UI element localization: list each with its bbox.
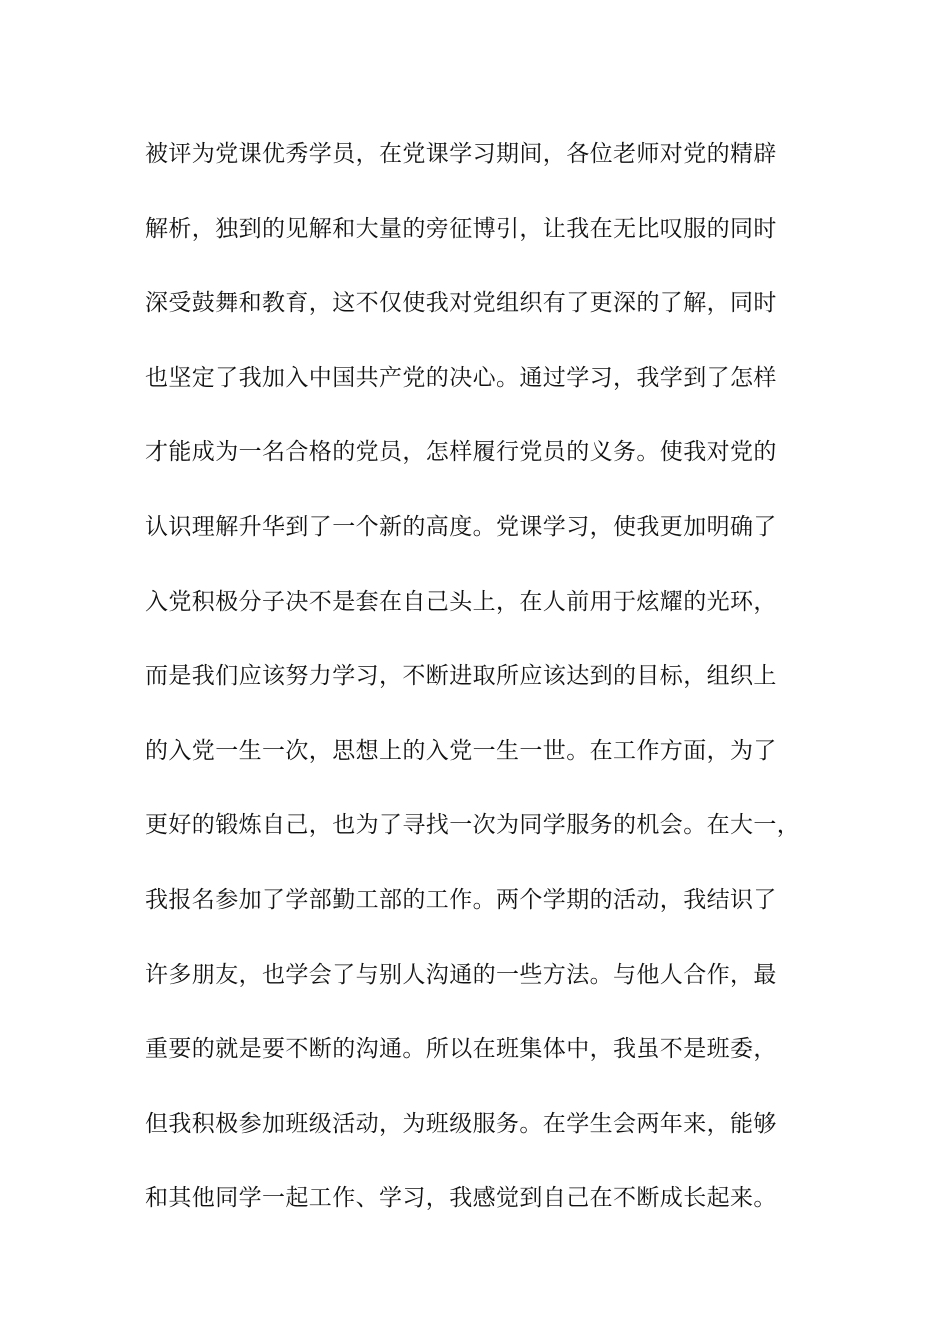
text-line-14: 但我积极参加班级活动，为班级服务。在学生会两年来，能够 (145, 1110, 777, 1137)
text-line-5: 才能成为一名合格的党员，怎样履行党员的义务。使我对党的 (145, 439, 777, 466)
text-line-8: 而是我们应该努力学习，不断进取所应该达到的目标，组织上 (145, 663, 777, 690)
text-line-15: 和其他同学一起工作、学习，我感觉到自己在不断成长起来。 (145, 1185, 777, 1212)
text-line-1: 被评为党课优秀学员，在党课学习期间，各位老师对党的精辟 (145, 141, 777, 167)
text-line-13: 重要的就是要不断的沟通。所以在班集体中，我虽不是班委， (145, 1036, 777, 1063)
body-text (145, 133, 845, 1252)
text-line-11: 我报名参加了学部勤工部的工作。两个学期的活动，我结识了 (145, 886, 777, 913)
text-line-12: 许多朋友，也学会了与别人沟通的一些方法。与他人合作，最 (145, 961, 777, 988)
text-line-6: 认识理解升华到了一个新的高度。党课学习，使我更加明确了 (145, 513, 777, 540)
text-line-7: 入党积极分子决不是套在自己头上，在人前用于炫耀的光环， (145, 588, 777, 615)
text-line-3: 深受鼓舞和教育，这不仅使我对党组织有了更深的了解，同时 (145, 290, 777, 317)
text-line-10: 更好的锻炼自己，也为了寻找一次为同学服务的机会。在大一， (145, 812, 801, 839)
text-line-9: 的入党一生一次，思想上的入党一生一世。在工作方面，为了 (145, 737, 777, 764)
text-line-2: 解析，独到的见解和大量的旁征博引，让我在无比叹服的同时 (145, 215, 777, 242)
text-line-4: 也坚定了我加入中国共产党的决心。通过学习，我学到了怎样 (145, 364, 777, 391)
